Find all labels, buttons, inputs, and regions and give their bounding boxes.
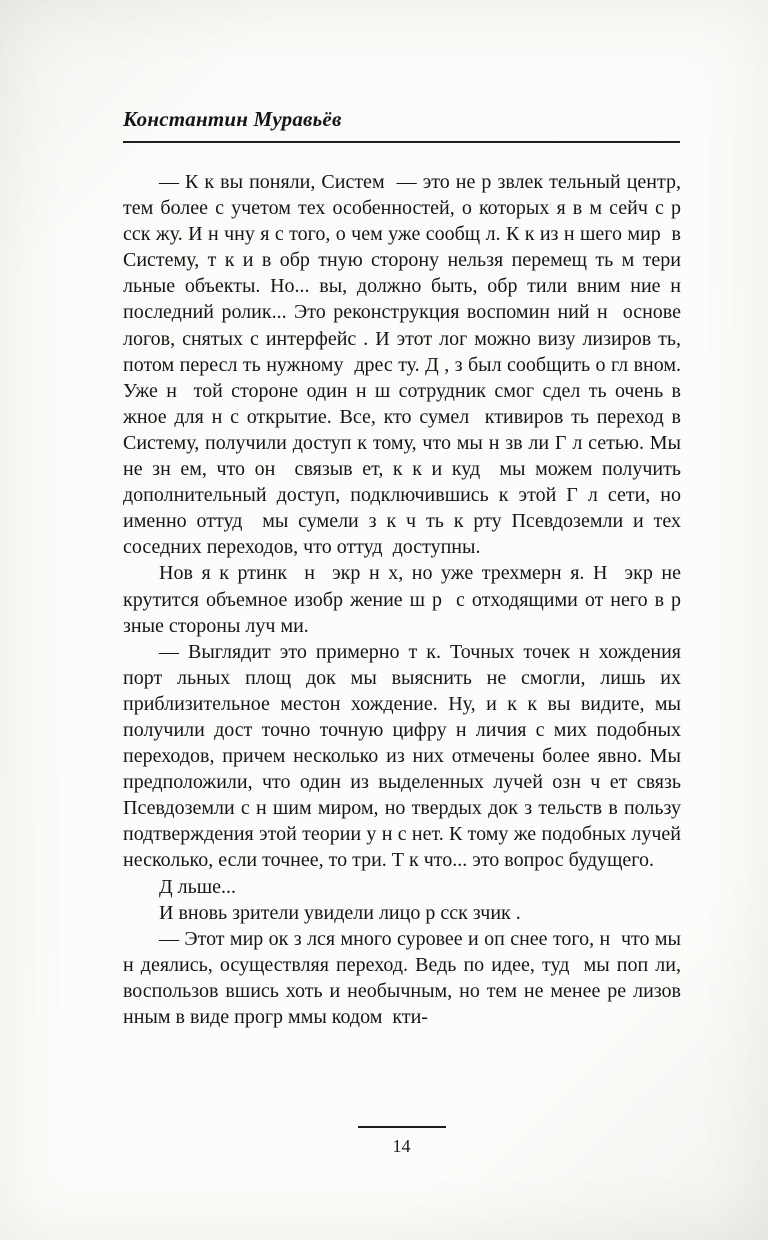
paragraph: — Выглядит это примерно т к. Точных точек н хождения порт льных площ док мы выяснить не смогли, лишь их приблизительное местон хождение. Ну, и к к вы видите, мы получили дост точно точную цифру н личия с мих подобных переходов, причем несколько из них отмечены более явно. Мы предположили, что один из выделенных лучей озн ч ет связь Псевдоземли с н шим миром, но твердых док з тельств в пользу подтверждения этой теории у н с нет. К тому же подобных лучей несколько, если точнее, то три. Т к что... это вопрос будущего.: [123, 640, 686, 872]
paragraph: — К к вы поняли, Систем — это не р звлек тельный центр, тем более с учетом тех особенностей, о которых я в м сейч с р сск жу. И н чну я с того, о чем уже сообщ л. К к из н шего мир в Систему, т к и в обр тную сторону нельзя перемещ ть м тери льные объекты. Но... вы, должно быть, обр тили вним ние н последний ролик... Это реконструкция воспомин ний н основе логов, снятых с интерфейс . И этот лог можно визу лизиров ть, потом пересл ть нужному дрес ту. Д , з был сообщить о гл вном. Уже н той стороне один н ш сотрудник смог сдел ть очень в жное для н с открытие. Все, кто сумел ктивиров ть переход в Систему, получили доступ к тому, что мы н зв ли Г л сетью. Мы не зн ем, что он связыв ет, к к и куд мы можем получить дополнительный доступ, подключившись к этой Г л сети, но именно оттуд мы сумели з к ч ть к рту Псевдоземли и тех соседних переходов, что оттуд доступны.: [123, 171, 691, 559]
paragraph: Нов я к ртинк н экр н х, но уже трехмерн я. Н экр не крутится объемное изобр жение ш р с отходящими от него в р зные стороны луч ми.: [123, 562, 686, 637]
header-rule: [123, 141, 680, 143]
body-text: [123, 169, 691, 1030]
paragraph: И вновь зрители увидели лицо р сск зчик .: [159, 901, 521, 924]
footer-rule: [358, 1126, 446, 1128]
page-number: 14: [392, 1136, 411, 1156]
paragraph: — Этот мир ок з лся много суровее и оп снее того, н что мы н деялись, осуществляя переход. Ведь по идее, туд мы поп ли, воспользов вшись хоть и необычным, но тем не менее ре лизов нным в виде прогр ммы кодом кти-: [123, 927, 686, 1028]
author-header: Константин Муравьёв: [123, 107, 342, 131]
paragraph: Д льше...: [159, 875, 237, 898]
